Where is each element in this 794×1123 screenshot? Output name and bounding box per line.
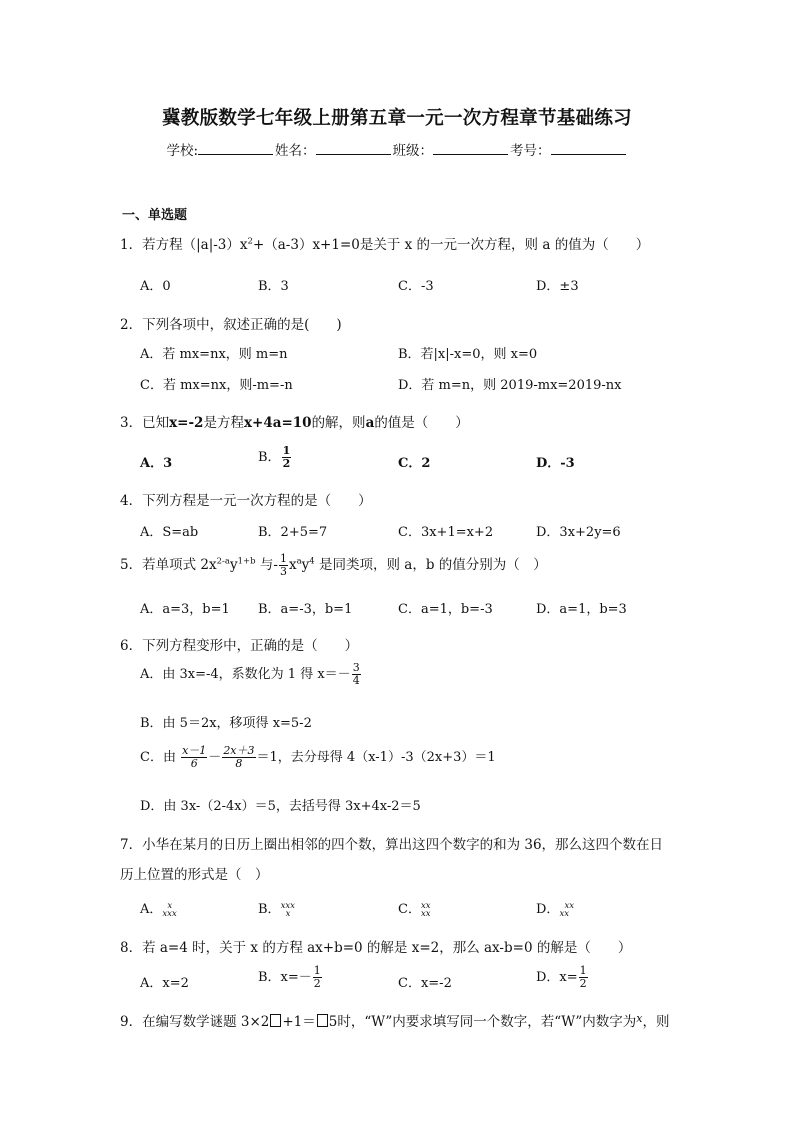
question-3 — [120, 411, 469, 431]
q8-option-a: A．x=2 — [140, 976, 189, 991]
q5-x: x — [288, 557, 297, 573]
q1-number: 1． — [120, 237, 143, 253]
q5-text-e: 是同类项，则 a，b 的值分别为（ ） — [314, 557, 547, 573]
class-label: 班级： — [392, 143, 434, 159]
numerator: 2x＋3 — [223, 744, 255, 757]
figure-bottom: xx — [420, 908, 431, 919]
q7-option-b-figure — [281, 902, 295, 918]
q5-exp3: a — [296, 556, 302, 567]
question-8: 8．若 a=4 时，关于 x 的方程 ax+b=0 的解是 x=2，那么 ax-b=0 的解是（ ） — [120, 940, 632, 956]
q7-option-d-figure — [559, 902, 574, 918]
q6-option-c-fraction-2 — [222, 745, 255, 770]
q8-option-b-text: B．x=－ — [258, 970, 312, 985]
q3-text-e: 的解，则 — [311, 415, 366, 431]
question-7-line-2: 历上位置的形式是（ ） — [120, 867, 269, 883]
q9-text-b: +1＝ — [282, 1014, 316, 1030]
q6-option-c-text: ＝1，去分母得 4（x-1）-3（2x+3）＝1 — [256, 750, 496, 765]
question-4: 4．下列方程是一元一次方程的是（ ） — [120, 493, 372, 509]
q3-option-a: A．3 — [140, 456, 173, 471]
q1-sup: 2 — [247, 236, 253, 247]
q1-option-c: C．-3 — [398, 279, 434, 294]
q8-option-b — [258, 965, 323, 990]
q5-option-c: C．a=1，b=-3 — [398, 602, 493, 617]
denominator: 3 — [279, 565, 287, 578]
q3-equation: x+4a=10 — [243, 415, 312, 431]
school-blank — [198, 142, 273, 155]
question-6: 6．下列方程变形中，正确的是（ ） — [120, 638, 359, 654]
q6-option-a — [140, 662, 362, 687]
q7-option-c-label: C． — [398, 902, 421, 917]
figure-bottom: xxx — [162, 908, 177, 919]
q2-option-c: C．若 mx=nx，则-m=-n — [140, 378, 293, 393]
q3-text-g: 的值是（ ） — [374, 415, 469, 431]
q3-solution: x=-2 — [169, 415, 204, 431]
q1-option-b: B．3 — [258, 279, 289, 294]
q6-option-c-fraction-1 — [181, 745, 207, 770]
q4-option-c: C．3x+1=x+2 — [398, 525, 494, 540]
q8-option-d — [536, 965, 589, 990]
q1-option-d: D．±3 — [536, 279, 579, 294]
figure-top: xx — [420, 900, 431, 911]
question-5 — [120, 553, 547, 578]
school-label: 学校: — [166, 143, 199, 159]
denominator: 2 — [282, 457, 291, 470]
question-1 — [120, 233, 649, 253]
q9-variable: x — [636, 1012, 643, 1025]
q8-option-c: C．x=-2 — [398, 976, 452, 991]
q5-fraction — [279, 553, 288, 578]
q1-option-a: A．0 — [140, 279, 171, 294]
q7-option-b-label: B． — [258, 902, 281, 917]
student-info-line — [0, 139, 794, 159]
class-blank — [433, 142, 508, 155]
q2-option-b: B．若|x|-x=0，则 x=0 — [398, 347, 538, 362]
exam-no-label: 考号： — [510, 143, 551, 159]
numerator: 3 — [352, 661, 360, 674]
section-heading: 一、单选题 — [122, 208, 188, 223]
blank-box-icon — [270, 1014, 281, 1027]
figure-top: xxx — [280, 900, 295, 911]
q5-option-b: B．a=-3，b=1 — [258, 602, 353, 617]
q9-text-e: ，则 — [642, 1014, 670, 1030]
q5-y2: y — [301, 557, 310, 573]
page-title: 冀教版数学七年级上册第五章一元一次方程章节基础练习 — [161, 108, 632, 129]
name-blank — [316, 142, 391, 155]
figure-bottom: xx — [559, 908, 570, 919]
q5-exp2: 1+b — [237, 556, 256, 567]
q6-option-c-minus: － — [208, 750, 222, 765]
numerator: 1 — [279, 552, 287, 565]
q9-text-a: 9．在编写数学谜题 3×2 — [120, 1014, 270, 1030]
q5-exp1: 2-a — [216, 556, 230, 567]
q3-variable: a — [365, 415, 375, 431]
q6-option-d: D．由 3x-（2-4x）＝5，去括号得 3x+4x-2＝5 — [140, 799, 421, 814]
q3-option-b-fraction — [282, 445, 292, 470]
q8-option-d-text: D．x= — [536, 970, 578, 985]
q7-option-d — [536, 898, 574, 918]
q5-text-b: 与- — [255, 557, 278, 573]
q1-text-a: 若方程（|a|-3）x — [142, 237, 248, 253]
q8-option-d-fraction — [579, 965, 588, 990]
q7-option-c-figure — [421, 902, 431, 918]
q9-text-c: 5时，“W”内要求填写同一个数字，若“W”内数字为 — [328, 1014, 637, 1030]
q4-option-d: D．3x+2y=6 — [536, 525, 621, 540]
q4-option-b: B．2+5=7 — [258, 525, 328, 540]
q3-option-b-label: B． — [258, 450, 281, 465]
numerator: x－1 — [182, 744, 207, 757]
q7-option-c — [398, 898, 431, 918]
q8-option-b-fraction — [313, 965, 322, 990]
denominator: 2 — [313, 977, 321, 990]
q4-option-a: A．S=ab — [140, 525, 199, 540]
q5-option-d: D．a=1，b=3 — [536, 602, 627, 617]
q6-option-b: B．由 5＝2x，移项得 x=5-2 — [140, 716, 312, 731]
q3-option-c: C．2 — [398, 456, 431, 471]
figure-top: x — [167, 900, 173, 911]
figure-bottom: x — [285, 908, 291, 919]
numerator: 1 — [282, 444, 291, 457]
q5-y: y — [229, 557, 238, 573]
exam-no-blank — [551, 142, 626, 155]
q6-option-c-label: C．由 — [140, 750, 176, 765]
blank-box-icon — [317, 1014, 328, 1027]
figure-top: xx — [564, 900, 575, 911]
q3-text-a: 3．已知 — [120, 415, 170, 431]
numerator: 1 — [313, 964, 321, 977]
denominator: 8 — [235, 757, 243, 770]
name-label: 姓名： — [275, 143, 316, 159]
question-7-line-1: 7．小华在某月的日历上圈出相邻的四个数，算出这四个数字的和为 36，那么这四个数在日 — [120, 837, 664, 853]
denominator: 2 — [579, 977, 587, 990]
q7-option-b — [258, 898, 295, 918]
question-2: 2．下列各项中，叙述正确的是( ) — [120, 317, 342, 333]
question-9 — [120, 1010, 669, 1030]
numerator: 1 — [579, 964, 587, 977]
q7-option-a-figure — [162, 902, 176, 918]
q3-option-d: D．-3 — [536, 456, 575, 471]
q3-option-b — [258, 445, 292, 470]
q7-option-a-label: A． — [140, 902, 163, 917]
q1-text-b: +（a-3）x+1=0是关于 x 的一元一次方程，则 a 的值为（ ） — [252, 237, 650, 253]
q2-option-a: A．若 mx=nx，则 m=n — [140, 347, 288, 362]
denominator: 6 — [190, 757, 198, 770]
denominator: 4 — [352, 674, 360, 687]
q6-option-a-fraction — [352, 662, 361, 687]
q7-option-a — [140, 898, 177, 918]
q3-text-c: 是方程 — [203, 415, 244, 431]
q7-option-d-label: D． — [536, 902, 560, 917]
q2-option-d: D．若 m=n，则 2019-mx=2019-nx — [398, 378, 622, 393]
q5-exp4: 4 — [309, 556, 315, 567]
q6-option-a-text: A．由 3x=-4，系数化为 1 得 x＝－ — [140, 667, 351, 682]
q5-option-a: A．a=3，b=1 — [140, 602, 230, 617]
q5-text-a: 5．若单项式 2x — [120, 557, 217, 573]
q6-option-c — [140, 745, 496, 770]
